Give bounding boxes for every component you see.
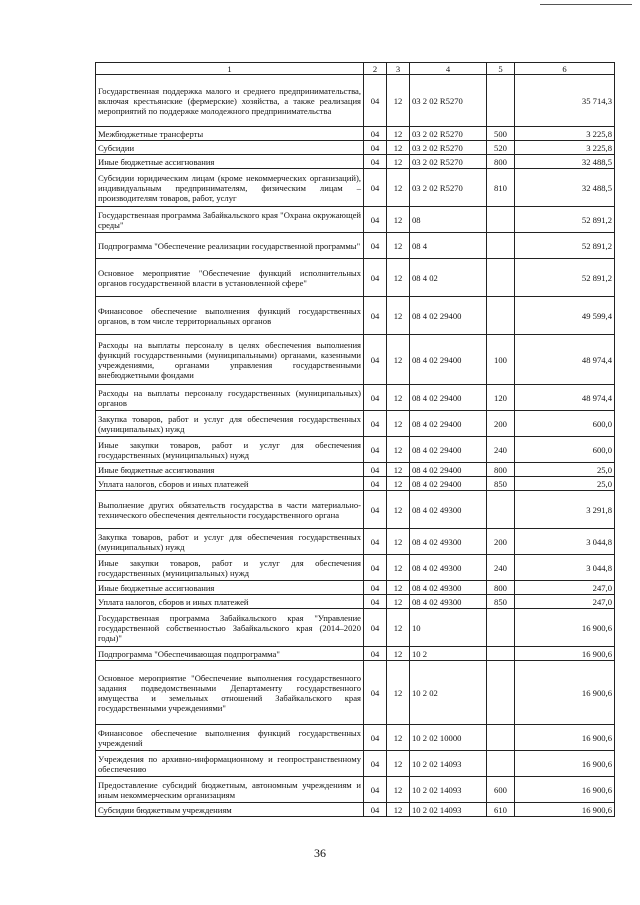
row-target-article-cell: 08 4 02 49300 bbox=[410, 595, 487, 609]
row-section-cell: 04 bbox=[364, 595, 387, 609]
row-section-cell: 04 bbox=[364, 169, 387, 207]
table-row bbox=[96, 385, 615, 411]
row-section-cell: 04 bbox=[364, 141, 387, 155]
row-amount-cell: 32 488,5 bbox=[515, 169, 615, 207]
row-section-cell: 04 bbox=[364, 411, 387, 437]
budget-table-body bbox=[96, 63, 615, 817]
row-section-cell: 04 bbox=[364, 661, 387, 725]
row-subsection-cell: 12 bbox=[387, 751, 410, 777]
row-target-article-cell: 10 2 02 bbox=[410, 661, 487, 725]
header-cell-target-article: 4 bbox=[410, 63, 487, 75]
row-amount-cell: 600,0 bbox=[515, 411, 615, 437]
row-name-cell: Иные бюджетные ассигнования bbox=[96, 155, 364, 169]
row-amount-cell: 16 900,6 bbox=[515, 725, 615, 751]
row-target-article-cell: 08 4 02 bbox=[410, 259, 487, 297]
row-name-cell: Уплата налогов, сборов и иных платежей bbox=[96, 595, 364, 609]
header-cell-subsection: 3 bbox=[387, 63, 410, 75]
row-target-article-cell: 08 4 02 29400 bbox=[410, 411, 487, 437]
row-section-cell: 04 bbox=[364, 647, 387, 661]
table-row bbox=[96, 581, 615, 595]
row-amount-cell: 52 891,2 bbox=[515, 207, 615, 233]
row-amount-cell: 52 891,2 bbox=[515, 259, 615, 297]
row-subsection-cell: 12 bbox=[387, 437, 410, 463]
table-row bbox=[96, 75, 615, 127]
row-amount-cell: 247,0 bbox=[515, 581, 615, 595]
table-row bbox=[96, 777, 615, 803]
row-subsection-cell: 12 bbox=[387, 411, 410, 437]
row-subsection-cell: 12 bbox=[387, 155, 410, 169]
header-cell-name: 1 bbox=[96, 63, 364, 75]
row-subsection-cell: 12 bbox=[387, 609, 410, 647]
row-section-cell: 04 bbox=[364, 491, 387, 529]
table-row bbox=[96, 155, 615, 169]
row-expense-type-cell: 850 bbox=[487, 477, 515, 491]
row-amount-cell: 16 900,6 bbox=[515, 803, 615, 817]
row-expense-type-cell bbox=[487, 609, 515, 647]
row-name-cell: Государственная программа Забайкальского края "Управление государственной собственностью Забайкальского края (2014–2020 годы)" bbox=[96, 609, 364, 647]
header-cell-amount: 6 bbox=[515, 63, 615, 75]
table-row bbox=[96, 751, 615, 777]
row-section-cell: 04 bbox=[364, 259, 387, 297]
row-amount-cell: 16 900,6 bbox=[515, 751, 615, 777]
table-row bbox=[96, 127, 615, 141]
row-section-cell: 04 bbox=[364, 751, 387, 777]
table-row bbox=[96, 463, 615, 477]
table-row bbox=[96, 259, 615, 297]
row-amount-cell: 3 044,8 bbox=[515, 555, 615, 581]
row-target-article-cell: 08 4 02 49300 bbox=[410, 581, 487, 595]
table-row bbox=[96, 725, 615, 751]
row-name-cell: Основное мероприятие "Обеспечение функций исполнительных органов государственной власти в установленной сфере" bbox=[96, 259, 364, 297]
row-subsection-cell: 12 bbox=[387, 207, 410, 233]
row-expense-type-cell bbox=[487, 297, 515, 335]
row-section-cell: 04 bbox=[364, 803, 387, 817]
header-cell-expense-type: 5 bbox=[487, 63, 515, 75]
row-amount-cell: 600,0 bbox=[515, 437, 615, 463]
row-amount-cell: 16 900,6 bbox=[515, 661, 615, 725]
row-expense-type-cell bbox=[487, 725, 515, 751]
row-name-cell: Подпрограмма "Обеспечивающая подпрограмма" bbox=[96, 647, 364, 661]
row-section-cell: 04 bbox=[364, 777, 387, 803]
row-section-cell: 04 bbox=[364, 437, 387, 463]
row-expense-type-cell: 200 bbox=[487, 411, 515, 437]
row-expense-type-cell: 520 bbox=[487, 141, 515, 155]
row-amount-cell: 3 225,8 bbox=[515, 127, 615, 141]
row-target-article-cell: 08 4 bbox=[410, 233, 487, 259]
table-row bbox=[96, 335, 615, 385]
row-subsection-cell: 12 bbox=[387, 777, 410, 803]
row-name-cell: Подпрограмма "Обеспечение реализации государственной программы" bbox=[96, 233, 364, 259]
row-target-article-cell: 08 4 02 49300 bbox=[410, 529, 487, 555]
row-expense-type-cell bbox=[487, 233, 515, 259]
row-name-cell: Закупка товаров, работ и услуг для обеспечения государственных (муниципальных) нужд bbox=[96, 529, 364, 555]
row-section-cell: 04 bbox=[364, 609, 387, 647]
row-name-cell: Уплата налогов, сборов и иных платежей bbox=[96, 477, 364, 491]
row-section-cell: 04 bbox=[364, 581, 387, 595]
row-expense-type-cell: 610 bbox=[487, 803, 515, 817]
row-name-cell: Субсидии бюджетным учреждениям bbox=[96, 803, 364, 817]
row-target-article-cell: 10 2 02 14093 bbox=[410, 777, 487, 803]
row-name-cell: Государственная программа Забайкальского края "Охрана окружающей среды" bbox=[96, 207, 364, 233]
table-row bbox=[96, 661, 615, 725]
table-row bbox=[96, 555, 615, 581]
table-row bbox=[96, 141, 615, 155]
header-cell-section: 2 bbox=[364, 63, 387, 75]
row-subsection-cell: 12 bbox=[387, 529, 410, 555]
row-expense-type-cell: 500 bbox=[487, 127, 515, 141]
row-subsection-cell: 12 bbox=[387, 595, 410, 609]
row-expense-type-cell bbox=[487, 207, 515, 233]
row-expense-type-cell bbox=[487, 259, 515, 297]
row-subsection-cell: 12 bbox=[387, 803, 410, 817]
row-subsection-cell: 12 bbox=[387, 477, 410, 491]
row-target-article-cell: 08 4 02 29400 bbox=[410, 297, 487, 335]
row-target-article-cell: 10 2 bbox=[410, 647, 487, 661]
row-target-article-cell: 08 4 02 29400 bbox=[410, 463, 487, 477]
row-target-article-cell: 03 2 02 R5270 bbox=[410, 127, 487, 141]
table-row bbox=[96, 207, 615, 233]
row-target-article-cell: 03 2 02 R5270 bbox=[410, 169, 487, 207]
row-target-article-cell: 08 4 02 29400 bbox=[410, 385, 487, 411]
row-amount-cell: 16 900,6 bbox=[515, 777, 615, 803]
row-expense-type-cell: 800 bbox=[487, 463, 515, 477]
row-name-cell: Выполнение других обязательств государства в части материально-технического обеспечения деятельности государственного органа bbox=[96, 491, 364, 529]
row-expense-type-cell: 100 bbox=[487, 335, 515, 385]
row-section-cell: 04 bbox=[364, 385, 387, 411]
row-amount-cell: 16 900,6 bbox=[515, 647, 615, 661]
top-rule bbox=[540, 4, 632, 5]
row-expense-type-cell bbox=[487, 491, 515, 529]
table-row bbox=[96, 437, 615, 463]
table-row bbox=[96, 609, 615, 647]
row-subsection-cell: 12 bbox=[387, 169, 410, 207]
row-section-cell: 04 bbox=[364, 127, 387, 141]
table-row bbox=[96, 233, 615, 259]
row-amount-cell: 3 225,8 bbox=[515, 141, 615, 155]
row-amount-cell: 3 291,8 bbox=[515, 491, 615, 529]
row-expense-type-cell: 200 bbox=[487, 529, 515, 555]
row-target-article-cell: 10 bbox=[410, 609, 487, 647]
row-subsection-cell: 12 bbox=[387, 335, 410, 385]
table-row bbox=[96, 411, 615, 437]
row-subsection-cell: 12 bbox=[387, 491, 410, 529]
row-section-cell: 04 bbox=[364, 155, 387, 169]
row-target-article-cell: 03 2 02 R5270 bbox=[410, 141, 487, 155]
row-section-cell: 04 bbox=[364, 555, 387, 581]
row-target-article-cell: 08 4 02 49300 bbox=[410, 555, 487, 581]
row-subsection-cell: 12 bbox=[387, 661, 410, 725]
row-name-cell: Иные бюджетные ассигнования bbox=[96, 463, 364, 477]
row-subsection-cell: 12 bbox=[387, 127, 410, 141]
row-expense-type-cell: 800 bbox=[487, 155, 515, 169]
page-number: 36 bbox=[314, 846, 326, 860]
row-expense-type-cell: 800 bbox=[487, 581, 515, 595]
row-expense-type-cell bbox=[487, 751, 515, 777]
row-name-cell: Иные бюджетные ассигнования bbox=[96, 581, 364, 595]
row-expense-type-cell: 810 bbox=[487, 169, 515, 207]
row-target-article-cell: 08 4 02 29400 bbox=[410, 437, 487, 463]
row-section-cell: 04 bbox=[364, 297, 387, 335]
row-amount-cell: 16 900,6 bbox=[515, 609, 615, 647]
row-subsection-cell: 12 bbox=[387, 75, 410, 127]
row-subsection-cell: 12 bbox=[387, 233, 410, 259]
row-amount-cell: 52 891,2 bbox=[515, 233, 615, 259]
row-section-cell: 04 bbox=[364, 529, 387, 555]
row-expense-type-cell bbox=[487, 661, 515, 725]
row-target-article-cell: 08 bbox=[410, 207, 487, 233]
row-target-article-cell: 03 2 02 R5270 bbox=[410, 155, 487, 169]
row-target-article-cell: 03 2 02 R5270 bbox=[410, 75, 487, 127]
row-amount-cell: 35 714,3 bbox=[515, 75, 615, 127]
row-amount-cell: 48 974,4 bbox=[515, 385, 615, 411]
budget-table bbox=[95, 62, 615, 817]
table-row bbox=[96, 647, 615, 661]
row-expense-type-cell: 240 bbox=[487, 555, 515, 581]
row-target-article-cell: 10 2 02 14093 bbox=[410, 751, 487, 777]
row-subsection-cell: 12 bbox=[387, 581, 410, 595]
row-name-cell: Учреждения по архивно-информационному и геопространственному обеспечению bbox=[96, 751, 364, 777]
row-name-cell: Расходы на выплаты персоналу государственных (муниципальных) органов bbox=[96, 385, 364, 411]
row-name-cell: Предоставление субсидий бюджетным, автономным учреждениям и иным некоммерческим организациям bbox=[96, 777, 364, 803]
table-row bbox=[96, 477, 615, 491]
row-amount-cell: 32 488,5 bbox=[515, 155, 615, 169]
row-subsection-cell: 12 bbox=[387, 725, 410, 751]
row-name-cell: Расходы на выплаты персоналу в целях обеспечения выполнения функций государственными (муниципальными) органами, казенными учреждениями, органами управления государственными внебюджетными фондами bbox=[96, 335, 364, 385]
row-section-cell: 04 bbox=[364, 75, 387, 127]
row-target-article-cell: 08 4 02 29400 bbox=[410, 335, 487, 385]
table-row bbox=[96, 169, 615, 207]
row-section-cell: 04 bbox=[364, 335, 387, 385]
row-section-cell: 04 bbox=[364, 725, 387, 751]
row-target-article-cell: 10 2 02 14093 bbox=[410, 803, 487, 817]
row-name-cell: Финансовое обеспечение выполнения функций государственных учреждений bbox=[96, 725, 364, 751]
row-target-article-cell: 08 4 02 49300 bbox=[410, 491, 487, 529]
row-target-article-cell: 08 4 02 29400 bbox=[410, 477, 487, 491]
row-name-cell: Закупка товаров, работ и услуг для обеспечения государственных (муниципальных) нужд bbox=[96, 411, 364, 437]
row-expense-type-cell bbox=[487, 75, 515, 127]
row-name-cell: Иные закупки товаров, работ и услуг для обеспечения государственных (муниципальных) нужд bbox=[96, 555, 364, 581]
row-expense-type-cell: 240 bbox=[487, 437, 515, 463]
row-name-cell: Субсидии юридическим лицам (кроме некоммерческих организаций), индивидуальным предпринимателям, физическим лицам – производителям товаров, работ, услуг bbox=[96, 169, 364, 207]
row-amount-cell: 247,0 bbox=[515, 595, 615, 609]
table-row bbox=[96, 297, 615, 335]
row-amount-cell: 25,0 bbox=[515, 463, 615, 477]
row-target-article-cell: 10 2 02 10000 bbox=[410, 725, 487, 751]
row-name-cell: Основное мероприятие "Обеспечение выполнения государственного задания подведомственными Департаменту государственного имущества и земельных отношений Забайкальского края государственными учреждениями" bbox=[96, 661, 364, 725]
row-expense-type-cell: 600 bbox=[487, 777, 515, 803]
row-subsection-cell: 12 bbox=[387, 647, 410, 661]
row-subsection-cell: 12 bbox=[387, 385, 410, 411]
row-expense-type-cell: 850 bbox=[487, 595, 515, 609]
row-amount-cell: 48 974,4 bbox=[515, 335, 615, 385]
row-expense-type-cell bbox=[487, 647, 515, 661]
row-expense-type-cell: 120 bbox=[487, 385, 515, 411]
row-section-cell: 04 bbox=[364, 233, 387, 259]
row-amount-cell: 49 599,4 bbox=[515, 297, 615, 335]
row-section-cell: 04 bbox=[364, 477, 387, 491]
row-name-cell: Межбюджетные трансферты bbox=[96, 127, 364, 141]
row-name-cell: Субсидии bbox=[96, 141, 364, 155]
table-row bbox=[96, 803, 615, 817]
table-row bbox=[96, 595, 615, 609]
table-row bbox=[96, 491, 615, 529]
row-subsection-cell: 12 bbox=[387, 555, 410, 581]
table-header-row bbox=[96, 63, 615, 75]
table-row bbox=[96, 529, 615, 555]
row-subsection-cell: 12 bbox=[387, 297, 410, 335]
row-subsection-cell: 12 bbox=[387, 463, 410, 477]
row-section-cell: 04 bbox=[364, 207, 387, 233]
row-name-cell: Финансовое обеспечение выполнения функций государственных органов, в том числе территориальных органов bbox=[96, 297, 364, 335]
row-name-cell: Государственная поддержка малого и среднего предпринимательства, включая крестьянские (фермерские) хозяйства, а также реализация мероприятий по поддержке молодежного предпринимательства bbox=[96, 75, 364, 127]
row-name-cell: Иные закупки товаров, работ и услуг для обеспечения государственных (муниципальных) нужд bbox=[96, 437, 364, 463]
row-section-cell: 04 bbox=[364, 463, 387, 477]
row-subsection-cell: 12 bbox=[387, 259, 410, 297]
row-amount-cell: 3 044,8 bbox=[515, 529, 615, 555]
row-amount-cell: 25,0 bbox=[515, 477, 615, 491]
row-subsection-cell: 12 bbox=[387, 141, 410, 155]
